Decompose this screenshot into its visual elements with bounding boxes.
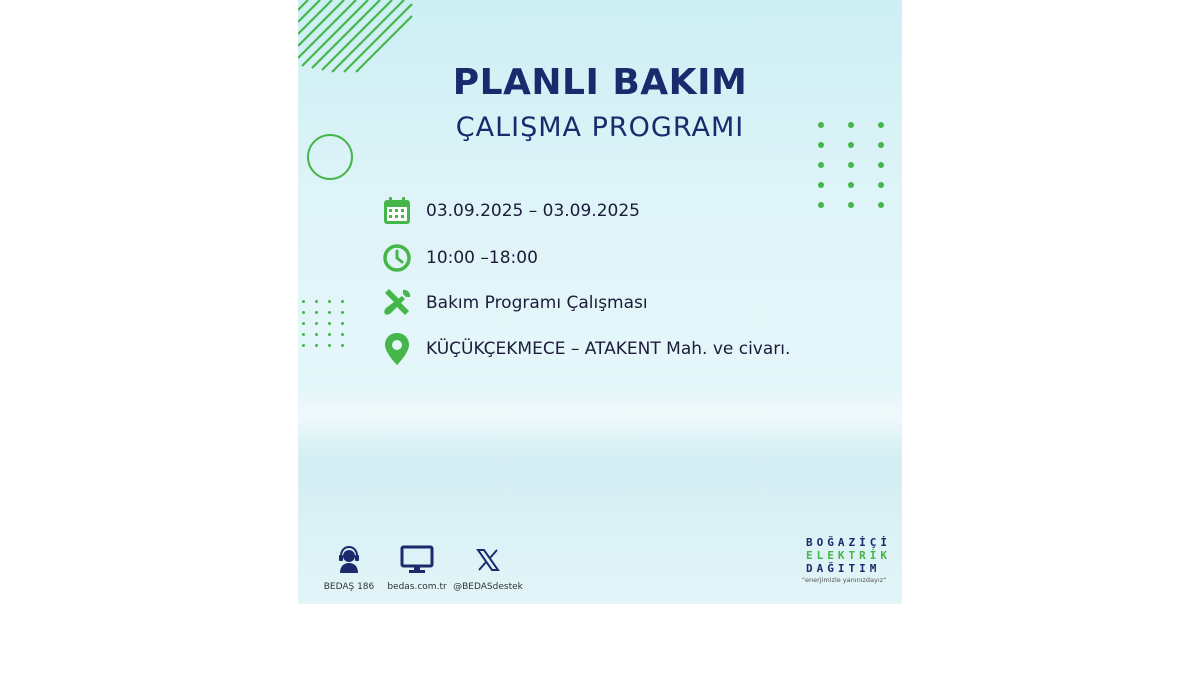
x-logo-icon <box>443 544 533 576</box>
social-label: @BEDASdestek <box>453 582 523 592</box>
calendar-icon <box>380 194 414 228</box>
phone-label: BEDAŞ 186 <box>323 582 375 592</box>
page-subtitle: ÇALIŞMA PROGRAMI <box>455 112 745 143</box>
web-label: bedas.com.tr <box>387 582 447 592</box>
logo-line-2: ELEKTRİK <box>806 549 891 562</box>
date-row <box>380 194 640 228</box>
decorative-dots-left <box>302 300 347 347</box>
logo-line-3: DAĞITIM <box>806 562 881 575</box>
location-text: KÜÇÜKÇEKMECE – ATAKENT Mah. ve civarı. <box>426 339 791 359</box>
announcement-card <box>298 0 902 604</box>
map-pin-icon <box>380 332 414 366</box>
footer-social <box>443 544 533 592</box>
work-description: Bakım Programı Çalışması <box>426 293 648 313</box>
location-row <box>380 332 790 366</box>
clock-icon <box>380 241 414 275</box>
background-haze <box>298 380 902 450</box>
logo-line-1: BOĞAZİÇİ <box>806 536 891 549</box>
time-row <box>380 241 538 275</box>
work-row <box>380 286 648 320</box>
company-logo <box>778 536 898 584</box>
page-title: PLANLI BAKIM <box>452 62 748 103</box>
tools-icon <box>380 286 414 320</box>
date-range: 03.09.2025 – 03.09.2025 <box>426 201 640 221</box>
time-range: 10:00 –18:00 <box>426 248 538 268</box>
logo-tagline: "enerjimizle yanınızdayız" <box>802 576 887 584</box>
